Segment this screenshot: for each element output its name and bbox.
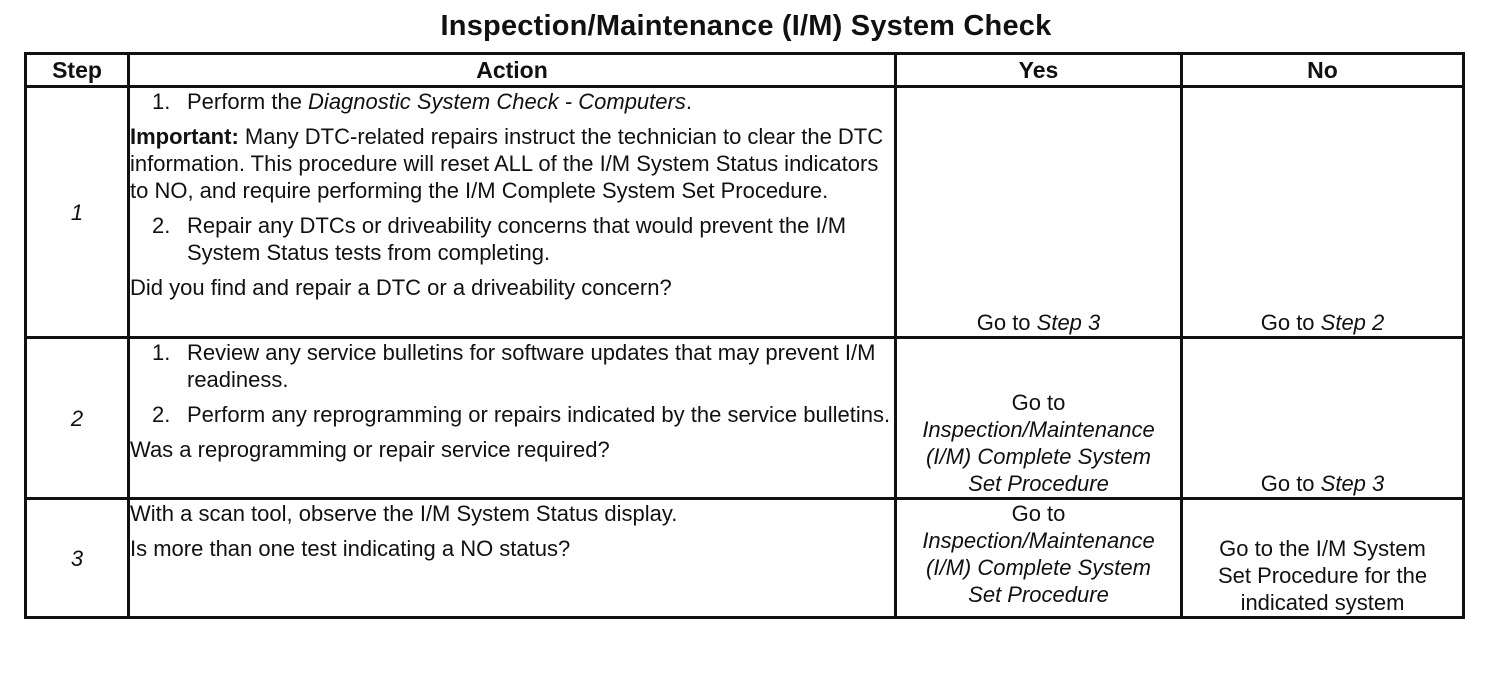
list-number: 1.: [152, 340, 171, 365]
yes-cell: Go to Step 3: [896, 87, 1182, 338]
action-cell: [129, 499, 896, 618]
yes-cell: Go to Inspection/Maintenance (I/M) Complete System Set Procedure: [896, 338, 1182, 499]
action-cell: [129, 87, 896, 338]
yes-header: Yes: [896, 54, 1182, 87]
action-cell: [129, 338, 896, 499]
list-item: 2. Perform any reprogramming or repairs indicated by the service bulletins.: [152, 402, 891, 427]
list-item: 1. Review any service bulletins for software updates that may prevent I/M readiness.: [152, 340, 876, 392]
table-row: [26, 499, 1464, 618]
no-header: No: [1182, 54, 1464, 87]
yes-cell: Go to Inspection/Maintenance (I/M) Complete System Set Procedure: [896, 499, 1182, 618]
question-text: Was a reprogramming or repair service required?: [130, 437, 610, 462]
step-number: 2: [26, 338, 129, 499]
system-check-table: [24, 52, 1465, 619]
header-row: [26, 54, 1464, 87]
step-header: Step: [26, 54, 129, 87]
page-title: Inspection/Maintenance (I/M) System Check: [440, 10, 1052, 42]
list-item: 2. Repair any DTCs or driveability concerns that would prevent the I/M System Status tests from completing.: [152, 213, 847, 265]
im-complete-system-set-procedure-link[interactable]: Inspection/Maintenance (I/M) Complete System Set Procedure: [922, 417, 1155, 496]
no-cell: Go to Step 2: [1182, 87, 1464, 338]
list-number: 2.: [152, 213, 171, 238]
instruction-text: With a scan tool, observe the I/M System Status display.: [130, 501, 678, 526]
question-text: Is more than one test indicating a NO status?: [130, 536, 571, 561]
question-text: Did you find and repair a DTC or a driveability concern?: [130, 275, 672, 300]
list-number: 2.: [152, 402, 171, 427]
no-cell: Go to Step 3: [1182, 338, 1464, 499]
go-to-step-2-link[interactable]: Step 2: [1320, 310, 1385, 335]
list-item: 1. Perform the Diagnostic System Check - Computers.: [152, 89, 692, 114]
table-row: [26, 87, 1464, 338]
go-to-step-3-link[interactable]: Step 3: [1036, 310, 1101, 335]
im-complete-system-set-procedure-link[interactable]: Inspection/Maintenance (I/M) Complete System Set Procedure: [922, 528, 1155, 607]
list-number: 1.: [152, 89, 171, 114]
table-row: [26, 338, 1464, 499]
step-number: 3: [26, 499, 129, 618]
step-number: 1: [26, 87, 129, 338]
diagnostic-system-check-link[interactable]: Diagnostic System Check - Computers: [308, 89, 686, 114]
go-to-step-3-link[interactable]: Step 3: [1320, 471, 1385, 496]
action-header: Action: [129, 54, 896, 87]
no-cell: Go to the I/M System Set Procedure for the indicated system: [1182, 499, 1464, 618]
important-label: Important:: [130, 124, 239, 149]
important-note: Important: Many DTC-related repairs instruct the technician to clear the DTC information. This procedure will reset ALL of the I/M System Status indicators to NO, and require performing the I/M Complete System Set Procedure.: [130, 124, 884, 203]
